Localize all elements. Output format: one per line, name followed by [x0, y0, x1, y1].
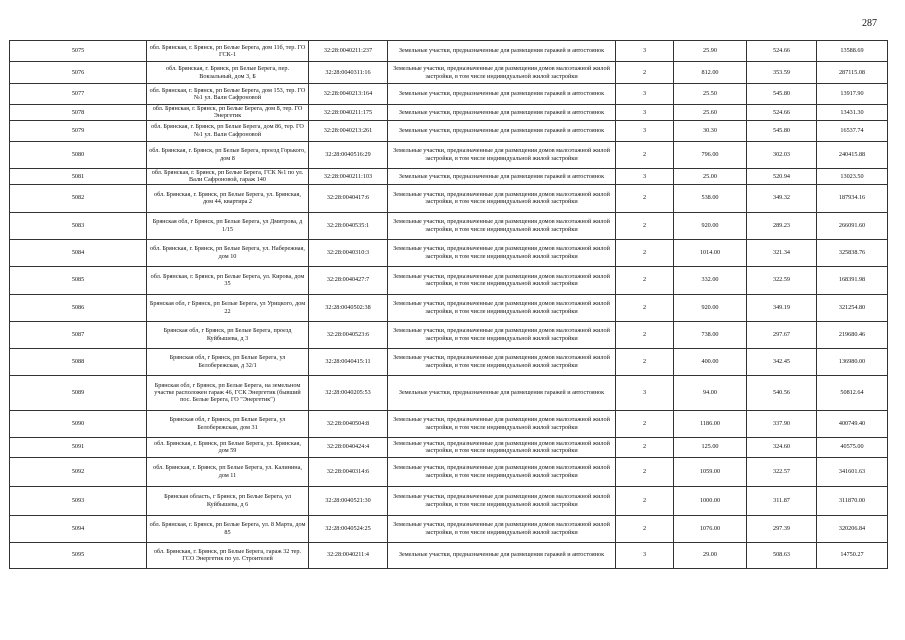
cadastral-value-cell: 13588.69 — [817, 41, 888, 62]
cadastral-value-cell: 13431.30 — [817, 105, 888, 121]
cadastral-value-cell: 266091.60 — [817, 212, 888, 239]
specific-value-cell: 520.94 — [747, 168, 817, 184]
use-group-cell: 2 — [616, 437, 674, 457]
table-row — [10, 84, 888, 105]
land-use-cell: Земельные участки, предназначенные для размещения домов малоэтажной жилой застройки, в том числе индивидуальной жилой застройки — [388, 294, 616, 321]
specific-value-cell: 540.56 — [747, 375, 817, 410]
use-group-cell: 3 — [616, 105, 674, 121]
use-group-cell: 2 — [616, 266, 674, 294]
address-cell: обл. Брянская, г. Брянск, рп Белые Берега, ул. Брянская, дом 44, квартира 2 — [147, 184, 309, 212]
table-row — [10, 410, 888, 437]
cadastral-value-cell: 13023.50 — [817, 168, 888, 184]
land-use-cell: Земельные участки, предназначенные для размещения домов малоэтажной жилой застройки, в том числе индивидуальной жилой застройки — [388, 515, 616, 542]
table-row — [10, 141, 888, 168]
table-row — [10, 105, 888, 121]
area-cell: 1000.00 — [674, 486, 747, 515]
land-use-cell: Земельные участки, предназначенные для размещения гаражей и автостоянок — [388, 105, 616, 121]
table-row — [10, 239, 888, 266]
use-group-cell: 2 — [616, 141, 674, 168]
address-cell: обл. Брянская, г. Брянск, рп Белые Берега, дом 11б, тер. ГО ГСК-1 — [147, 41, 309, 62]
land-use-cell: Земельные участки, предназначенные для размещения домов малоэтажной жилой застройки, в том числе индивидуальной жилой застройки — [388, 184, 616, 212]
specific-value-cell: 349.32 — [747, 184, 817, 212]
table-row — [10, 457, 888, 486]
land-use-cell: Земельные участки, предназначенные для размещения домов малоэтажной жилой застройки, в том числе индивидуальной жилой застройки — [388, 348, 616, 375]
specific-value-cell: 289.23 — [747, 212, 817, 239]
area-cell: 30.30 — [674, 120, 747, 141]
table-row — [10, 375, 888, 410]
specific-value-cell: 297.67 — [747, 321, 817, 348]
row-id-cell: 5082 — [10, 184, 147, 212]
cadastral-value-cell: 16537.74 — [817, 120, 888, 141]
use-group-cell: 2 — [616, 212, 674, 239]
cadastral-number-cell: 32:28:0040427:7 — [309, 266, 388, 294]
land-use-cell: Земельные участки, предназначенные для размещения домов малоэтажной жилой застройки, в том числе индивидуальной жилой застройки — [388, 212, 616, 239]
cadastral-number-cell: 32:28:0040205:53 — [309, 375, 388, 410]
area-cell: 812.00 — [674, 62, 747, 84]
area-cell: 125.00 — [674, 437, 747, 457]
address-cell: Брянская обл, г Брянск, рп Белые Берега, ул Белобережская, дом 31 — [147, 410, 309, 437]
address-cell: Брянская обл, г Брянск, рп Белые Берега, ул Дмитрова, д 1/15 — [147, 212, 309, 239]
cadastral-value-cell: 321254.80 — [817, 294, 888, 321]
table-row — [10, 515, 888, 542]
address-cell: Брянская обл, г Брянск, рп Белые Берега, на земельном участке расположен гараж 46, ГСК Энергетик (бывший пос. Белые Берега, ГО "Энергетик") — [147, 375, 309, 410]
specific-value-cell: 324.60 — [747, 437, 817, 457]
area-cell: 94.00 — [674, 375, 747, 410]
row-id-cell: 5085 — [10, 266, 147, 294]
table-row — [10, 120, 888, 141]
table-row — [10, 321, 888, 348]
land-use-cell: Земельные участки, предназначенные для размещения домов малоэтажной жилой застройки, в том числе индивидуальной жилой застройки — [388, 321, 616, 348]
cadastral-value-cell: 400749.40 — [817, 410, 888, 437]
land-use-cell: Земельные участки, предназначенные для размещения домов малоэтажной жилой застройки, в том числе индивидуальной жилой застройки — [388, 437, 616, 457]
cadastral-value-cell: 50812.64 — [817, 375, 888, 410]
use-group-cell: 2 — [616, 239, 674, 266]
row-id-cell: 5089 — [10, 375, 147, 410]
address-cell: обл. Брянская, г. Брянск, рп Белые Берега, ул. Калинина, дом 11 — [147, 457, 309, 486]
land-registry-table — [9, 40, 888, 569]
use-group-cell: 3 — [616, 84, 674, 105]
cadastral-value-cell: 14750.27 — [817, 542, 888, 568]
row-id-cell: 5088 — [10, 348, 147, 375]
cadastral-value-cell: 311870.00 — [817, 486, 888, 515]
use-group-cell: 2 — [616, 62, 674, 84]
cadastral-value-cell: 325838.76 — [817, 239, 888, 266]
row-id-cell: 5092 — [10, 457, 147, 486]
table-row — [10, 486, 888, 515]
specific-value-cell: 302.03 — [747, 141, 817, 168]
row-id-cell: 5080 — [10, 141, 147, 168]
land-use-cell: Земельные участки, предназначенные для размещения гаражей и автостоянок — [388, 168, 616, 184]
cadastral-value-cell: 320206.84 — [817, 515, 888, 542]
cadastral-value-cell: 287115.08 — [817, 62, 888, 84]
area-cell: 920.00 — [674, 294, 747, 321]
cadastral-number-cell: 32:28:0040211:4 — [309, 542, 388, 568]
land-use-cell: Земельные участки, предназначенные для размещения домов малоэтажной жилой застройки, в том числе индивидуальной жилой застройки — [388, 141, 616, 168]
cadastral-number-cell: 32:28:0040524:25 — [309, 515, 388, 542]
specific-value-cell: 524.66 — [747, 41, 817, 62]
table-row — [10, 41, 888, 62]
cadastral-number-cell: 32:28:0040504:8 — [309, 410, 388, 437]
cadastral-value-cell: 341601.63 — [817, 457, 888, 486]
area-cell: 332.00 — [674, 266, 747, 294]
address-cell: обл. Брянская, г. Брянск, рп Белые Берега, дом 86, тер. ГО №1 ул. Вали Сафроновой — [147, 120, 309, 141]
specific-value-cell: 524.66 — [747, 105, 817, 121]
address-cell: обл. Брянская, г. Брянск, рп Белые Берега, проезд Горького, дом 8 — [147, 141, 309, 168]
row-id-cell: 5086 — [10, 294, 147, 321]
use-group-cell: 3 — [616, 542, 674, 568]
cadastral-value-cell: 240415.88 — [817, 141, 888, 168]
land-use-cell: Земельные участки, предназначенные для размещения домов малоэтажной жилой застройки, в том числе индивидуальной жилой застройки — [388, 486, 616, 515]
cadastral-number-cell: 32:28:0040523:6 — [309, 321, 388, 348]
land-use-cell: Земельные участки, предназначенные для размещения домов малоэтажной жилой застройки, в том числе индивидуальной жилой застройки — [388, 410, 616, 437]
address-cell: обл. Брянская, г. Брянск, рп Белые Берега, ГСК №1 по ул. Вали Сафроновой, гараж 140 — [147, 168, 309, 184]
page-number: 287 — [862, 18, 877, 29]
row-id-cell: 5093 — [10, 486, 147, 515]
cadastral-number-cell: 32:28:0040516:29 — [309, 141, 388, 168]
cadastral-number-cell: 32:28:0040502:38 — [309, 294, 388, 321]
cadastral-number-cell: 32:28:0040424:4 — [309, 437, 388, 457]
area-cell: 1059.00 — [674, 457, 747, 486]
cadastral-number-cell: 32:28:0040314:6 — [309, 457, 388, 486]
use-group-cell: 2 — [616, 515, 674, 542]
use-group-cell: 2 — [616, 348, 674, 375]
land-use-cell: Земельные участки, предназначенные для размещения гаражей и автостоянок — [388, 542, 616, 568]
table-row — [10, 212, 888, 239]
row-id-cell: 5083 — [10, 212, 147, 239]
specific-value-cell: 349.19 — [747, 294, 817, 321]
use-group-cell: 2 — [616, 457, 674, 486]
table-row — [10, 184, 888, 212]
land-use-cell: Земельные участки, предназначенные для размещения гаражей и автостоянок — [388, 120, 616, 141]
specific-value-cell: 342.45 — [747, 348, 817, 375]
cadastral-number-cell: 32:28:0040417:6 — [309, 184, 388, 212]
area-cell: 1186.00 — [674, 410, 747, 437]
use-group-cell: 3 — [616, 120, 674, 141]
specific-value-cell: 297.39 — [747, 515, 817, 542]
table-row — [10, 168, 888, 184]
address-cell: обл. Брянская, г. Брянск, рп Белые Берега, ул. Кирова, дом 35 — [147, 266, 309, 294]
use-group-cell: 2 — [616, 321, 674, 348]
address-cell: обл. Брянская, г. Брянск, рп Белые Берега, гараж 32 тер. ГСО Энергетик по ул. Строителей — [147, 542, 309, 568]
land-use-cell: Земельные участки, предназначенные для размещения домов малоэтажной жилой застройки, в том числе индивидуальной жилой застройки — [388, 266, 616, 294]
address-cell: Брянская обл, г Брянск, рп Белые Берега, проезд Куйбышева, д 3 — [147, 321, 309, 348]
cadastral-value-cell: 40575.00 — [817, 437, 888, 457]
land-use-cell: Земельные участки, предназначенные для размещения домов малоэтажной жилой застройки, в том числе индивидуальной жилой застройки — [388, 239, 616, 266]
address-cell: обл. Брянская, г. Брянск, рп Белые Берега, ул. 8 Марта, дом 85 — [147, 515, 309, 542]
row-id-cell: 5094 — [10, 515, 147, 542]
specific-value-cell: 353.59 — [747, 62, 817, 84]
row-id-cell: 5077 — [10, 84, 147, 105]
row-id-cell: 5095 — [10, 542, 147, 568]
cadastral-number-cell: 32:28:0040211:103 — [309, 168, 388, 184]
cadastral-value-cell: 13917.90 — [817, 84, 888, 105]
area-cell: 400.00 — [674, 348, 747, 375]
use-group-cell: 3 — [616, 168, 674, 184]
use-group-cell: 3 — [616, 375, 674, 410]
specific-value-cell: 321.34 — [747, 239, 817, 266]
cadastral-number-cell: 32:28:0040521:30 — [309, 486, 388, 515]
area-cell: 738.00 — [674, 321, 747, 348]
area-cell: 1014.00 — [674, 239, 747, 266]
row-id-cell: 5090 — [10, 410, 147, 437]
row-id-cell: 5075 — [10, 41, 147, 62]
cadastral-value-cell: 219680.46 — [817, 321, 888, 348]
use-group-cell: 2 — [616, 410, 674, 437]
area-cell: 25.60 — [674, 105, 747, 121]
table-row — [10, 62, 888, 84]
row-id-cell: 5084 — [10, 239, 147, 266]
use-group-cell: 2 — [616, 486, 674, 515]
specific-value-cell: 337.90 — [747, 410, 817, 437]
cadastral-value-cell: 187934.16 — [817, 184, 888, 212]
cadastral-value-cell: 168391.98 — [817, 266, 888, 294]
area-cell: 1076.00 — [674, 515, 747, 542]
land-use-cell: Земельные участки, предназначенные для размещения домов малоэтажной жилой застройки, в том числе индивидуальной жилой застройки — [388, 62, 616, 84]
land-use-cell: Земельные участки, предназначенные для размещения гаражей и автостоянок — [388, 375, 616, 410]
land-use-cell: Земельные участки, предназначенные для размещения домов малоэтажной жилой застройки, в том числе индивидуальной жилой застройки — [388, 457, 616, 486]
table-row — [10, 348, 888, 375]
row-id-cell: 5078 — [10, 105, 147, 121]
row-id-cell: 5076 — [10, 62, 147, 84]
address-cell: Брянская обл, г Брянск, рп Белые Берега, ул Урицкого, дом 22 — [147, 294, 309, 321]
address-cell: обл. Брянская, г. Брянск, рп Белые Берега, ул. Набережная, дом 10 — [147, 239, 309, 266]
specific-value-cell: 322.59 — [747, 266, 817, 294]
area-cell: 25.50 — [674, 84, 747, 105]
row-id-cell: 5091 — [10, 437, 147, 457]
area-cell: 25.90 — [674, 41, 747, 62]
cadastral-value-cell: 136980.00 — [817, 348, 888, 375]
address-cell: Брянская область, г Брянск, рп Белые Берега, ул Куйбышева, д 6 — [147, 486, 309, 515]
cadastral-number-cell: 32:28:0040213:164 — [309, 84, 388, 105]
cadastral-number-cell: 32:28:0040211:175 — [309, 105, 388, 121]
land-use-cell: Земельные участки, предназначенные для размещения гаражей и автостоянок — [388, 84, 616, 105]
address-cell: обл. Брянская, г. Брянск, рп Белые Берега, дом 8, тер. ГО Энергетик — [147, 105, 309, 121]
cadastral-number-cell: 32:28:0040415:11 — [309, 348, 388, 375]
row-id-cell: 5087 — [10, 321, 147, 348]
area-cell: 29.00 — [674, 542, 747, 568]
use-group-cell: 2 — [616, 184, 674, 212]
area-cell: 796.00 — [674, 141, 747, 168]
area-cell: 920.00 — [674, 212, 747, 239]
row-id-cell: 5081 — [10, 168, 147, 184]
cadastral-number-cell: 32:28:0040535:1 — [309, 212, 388, 239]
land-use-cell: Земельные участки, предназначенные для размещения гаражей и автостоянок — [388, 41, 616, 62]
address-cell: обл. Брянская, г. Брянск, рп Белые Берега, пер. Вокзальный, дом 3, Б — [147, 62, 309, 84]
area-cell: 25.00 — [674, 168, 747, 184]
use-group-cell: 2 — [616, 294, 674, 321]
specific-value-cell: 545.80 — [747, 120, 817, 141]
specific-value-cell: 322.57 — [747, 457, 817, 486]
table-row — [10, 437, 888, 457]
table-row — [10, 294, 888, 321]
use-group-cell: 3 — [616, 41, 674, 62]
cadastral-number-cell: 32:28:0040213:261 — [309, 120, 388, 141]
cadastral-number-cell: 32:28:0040311:16 — [309, 62, 388, 84]
specific-value-cell: 311.87 — [747, 486, 817, 515]
specific-value-cell: 545.80 — [747, 84, 817, 105]
table-row — [10, 542, 888, 568]
registry-body — [10, 41, 888, 569]
address-cell: обл. Брянская, г. Брянск, рп Белые Берега, дом 153, тер. ГО №1 ул. Вали Сафроновой — [147, 84, 309, 105]
specific-value-cell: 508.63 — [747, 542, 817, 568]
address-cell: обл. Брянская, г. Брянск, рп Белые Берега, ул. Брянская, дом 59 — [147, 437, 309, 457]
cadastral-number-cell: 32:28:0040310:3 — [309, 239, 388, 266]
cadastral-number-cell: 32:28:0040211:237 — [309, 41, 388, 62]
row-id-cell: 5079 — [10, 120, 147, 141]
area-cell: 538.00 — [674, 184, 747, 212]
address-cell: Брянская обл, г Брянск, рп Белые Берега, ул Белобережская, д 32/1 — [147, 348, 309, 375]
table-row — [10, 266, 888, 294]
